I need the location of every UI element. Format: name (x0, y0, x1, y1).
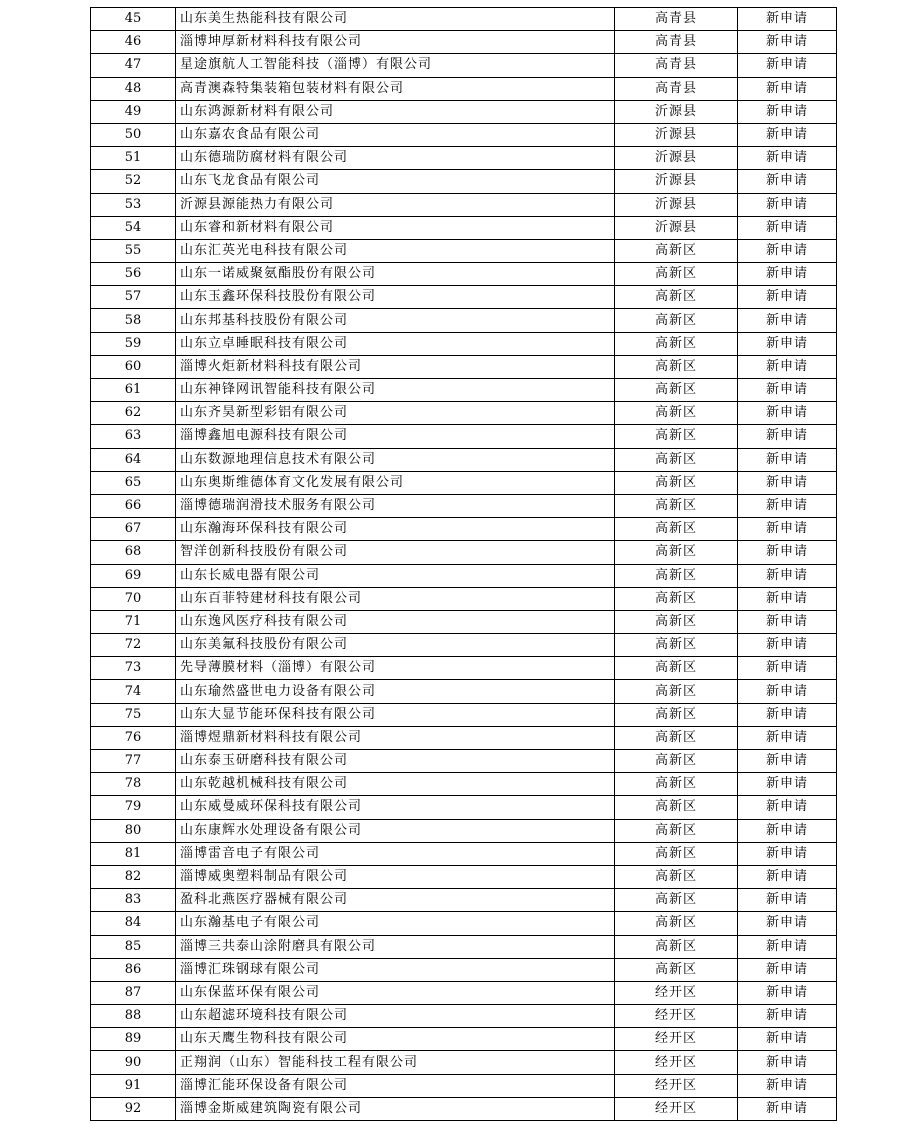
table-row (91, 170, 837, 193)
table-row (91, 865, 837, 888)
company-name-cell: 正翔润（山东）智能科技工程有限公司 (176, 1051, 615, 1074)
row-number-cell: 62 (91, 402, 176, 425)
district-cell: 高新区 (615, 773, 738, 796)
application-status-cell: 新申请 (738, 726, 837, 749)
table-row (91, 309, 837, 332)
company-name-cell: 山东飞龙食品有限公司 (176, 170, 615, 193)
application-status-cell: 新申请 (738, 587, 837, 610)
row-number-cell: 85 (91, 935, 176, 958)
company-name-cell: 淄博金斯威建筑陶瓷有限公司 (176, 1097, 615, 1120)
district-cell: 高新区 (615, 494, 738, 517)
application-status-cell: 新申请 (738, 773, 837, 796)
district-cell: 高新区 (615, 958, 738, 981)
application-status-cell: 新申请 (738, 54, 837, 77)
row-number-cell: 91 (91, 1074, 176, 1097)
table-row (91, 100, 837, 123)
table-row (91, 286, 837, 309)
application-status-cell: 新申请 (738, 494, 837, 517)
district-cell: 高新区 (615, 402, 738, 425)
company-name-cell: 山东嘉农食品有限公司 (176, 123, 615, 146)
row-number-cell: 63 (91, 425, 176, 448)
district-cell: 高青县 (615, 54, 738, 77)
company-name-cell: 山东瑜然盛世电力设备有限公司 (176, 680, 615, 703)
table-row (91, 703, 837, 726)
row-number-cell: 89 (91, 1028, 176, 1051)
row-number-cell: 74 (91, 680, 176, 703)
district-cell: 高新区 (615, 912, 738, 935)
district-cell: 高新区 (615, 263, 738, 286)
row-number-cell: 88 (91, 1005, 176, 1028)
table-row (91, 147, 837, 170)
district-cell: 高青县 (615, 8, 738, 31)
row-number-cell: 59 (91, 332, 176, 355)
row-number-cell: 82 (91, 865, 176, 888)
table-row (91, 1074, 837, 1097)
company-name-cell: 淄博雷音电子有限公司 (176, 842, 615, 865)
application-status-cell: 新申请 (738, 564, 837, 587)
district-cell: 高新区 (615, 587, 738, 610)
row-number-cell: 90 (91, 1051, 176, 1074)
company-name-cell: 山东大显节能环保科技有限公司 (176, 703, 615, 726)
row-number-cell: 71 (91, 610, 176, 633)
application-status-cell: 新申请 (738, 750, 837, 773)
row-number-cell: 69 (91, 564, 176, 587)
application-status-cell: 新申请 (738, 286, 837, 309)
company-name-cell: 山东邦基科技股份有限公司 (176, 309, 615, 332)
company-name-cell: 山东威曼威环保科技有限公司 (176, 796, 615, 819)
district-cell: 沂源县 (615, 123, 738, 146)
table-row (91, 448, 837, 471)
company-name-cell: 淄博威奥塑料制品有限公司 (176, 865, 615, 888)
company-name-cell: 山东齐昊新型彩铝有限公司 (176, 402, 615, 425)
application-status-cell: 新申请 (738, 100, 837, 123)
application-status-cell: 新申请 (738, 912, 837, 935)
district-cell: 高新区 (615, 379, 738, 402)
row-number-cell: 58 (91, 309, 176, 332)
table-row (91, 471, 837, 494)
district-cell: 高新区 (615, 564, 738, 587)
application-status-cell: 新申请 (738, 355, 837, 378)
application-status-cell: 新申请 (738, 193, 837, 216)
district-cell: 高新区 (615, 448, 738, 471)
row-number-cell: 47 (91, 54, 176, 77)
table-row (91, 31, 837, 54)
row-number-cell: 76 (91, 726, 176, 749)
district-cell: 高新区 (615, 819, 738, 842)
row-number-cell: 86 (91, 958, 176, 981)
company-name-cell: 先导薄膜材料（淄博）有限公司 (176, 657, 615, 680)
table-row (91, 77, 837, 100)
row-number-cell: 77 (91, 750, 176, 773)
company-name-cell: 山东康辉水处理设备有限公司 (176, 819, 615, 842)
company-name-cell: 山东数源地理信息技术有限公司 (176, 448, 615, 471)
application-status-cell: 新申请 (738, 819, 837, 842)
application-status-cell: 新申请 (738, 842, 837, 865)
district-cell: 高新区 (615, 332, 738, 355)
application-status-cell: 新申请 (738, 77, 837, 100)
row-number-cell: 81 (91, 842, 176, 865)
table-row (91, 1028, 837, 1051)
table-row (91, 958, 837, 981)
company-name-cell: 山东美生热能科技有限公司 (176, 8, 615, 31)
company-name-cell: 高青澳森特集装箱包装材料有限公司 (176, 77, 615, 100)
application-status-cell: 新申请 (738, 8, 837, 31)
enterprise-list-table-container (90, 7, 828, 1121)
table-row (91, 773, 837, 796)
application-status-cell: 新申请 (738, 1005, 837, 1028)
table-row (91, 216, 837, 239)
row-number-cell: 70 (91, 587, 176, 610)
company-name-cell: 山东一诺威聚氨酯股份有限公司 (176, 263, 615, 286)
company-name-cell: 山东美氟科技股份有限公司 (176, 634, 615, 657)
company-name-cell: 山东立卓睡眠科技有限公司 (176, 332, 615, 355)
table-row (91, 564, 837, 587)
company-name-cell: 山东瀚基电子有限公司 (176, 912, 615, 935)
district-cell: 沂源县 (615, 170, 738, 193)
district-cell: 高新区 (615, 541, 738, 564)
application-status-cell: 新申请 (738, 123, 837, 146)
table-row (91, 518, 837, 541)
company-name-cell: 淄博汇珠钢球有限公司 (176, 958, 615, 981)
row-number-cell: 55 (91, 239, 176, 262)
row-number-cell: 56 (91, 263, 176, 286)
district-cell: 高新区 (615, 286, 738, 309)
application-status-cell: 新申请 (738, 958, 837, 981)
district-cell: 高新区 (615, 726, 738, 749)
table-row (91, 54, 837, 77)
application-status-cell: 新申请 (738, 981, 837, 1004)
table-row (91, 193, 837, 216)
table-row (91, 239, 837, 262)
table-body (91, 8, 837, 1121)
district-cell: 高新区 (615, 239, 738, 262)
row-number-cell: 65 (91, 471, 176, 494)
table-row (91, 332, 837, 355)
district-cell: 沂源县 (615, 193, 738, 216)
table-row (91, 1005, 837, 1028)
application-status-cell: 新申请 (738, 425, 837, 448)
company-name-cell: 沂源县源能热力有限公司 (176, 193, 615, 216)
district-cell: 经开区 (615, 981, 738, 1004)
row-number-cell: 87 (91, 981, 176, 1004)
application-status-cell: 新申请 (738, 239, 837, 262)
company-name-cell: 淄博坤厚新材料科技有限公司 (176, 31, 615, 54)
company-name-cell: 山东超滤环境科技有限公司 (176, 1005, 615, 1028)
row-number-cell: 60 (91, 355, 176, 378)
application-status-cell: 新申请 (738, 448, 837, 471)
company-name-cell: 山东逸风医疗科技有限公司 (176, 610, 615, 633)
table-row (91, 819, 837, 842)
row-number-cell: 45 (91, 8, 176, 31)
district-cell: 高新区 (615, 425, 738, 448)
company-name-cell: 山东汇英光电科技有限公司 (176, 239, 615, 262)
row-number-cell: 52 (91, 170, 176, 193)
company-name-cell: 山东乾越机械科技有限公司 (176, 773, 615, 796)
application-status-cell: 新申请 (738, 703, 837, 726)
row-number-cell: 66 (91, 494, 176, 517)
district-cell: 沂源县 (615, 100, 738, 123)
row-number-cell: 51 (91, 147, 176, 170)
row-number-cell: 67 (91, 518, 176, 541)
district-cell: 高青县 (615, 77, 738, 100)
district-cell: 高新区 (615, 518, 738, 541)
district-cell: 经开区 (615, 1051, 738, 1074)
application-status-cell: 新申请 (738, 1051, 837, 1074)
application-status-cell: 新申请 (738, 147, 837, 170)
application-status-cell: 新申请 (738, 379, 837, 402)
application-status-cell: 新申请 (738, 610, 837, 633)
table-row (91, 796, 837, 819)
table-row (91, 680, 837, 703)
table-row (91, 981, 837, 1004)
district-cell: 高新区 (615, 657, 738, 680)
district-cell: 经开区 (615, 1028, 738, 1051)
application-status-cell: 新申请 (738, 865, 837, 888)
company-name-cell: 山东泰玉研磨科技有限公司 (176, 750, 615, 773)
table-row (91, 634, 837, 657)
company-name-cell: 淄博汇能环保设备有限公司 (176, 1074, 615, 1097)
district-cell: 高新区 (615, 935, 738, 958)
district-cell: 高新区 (615, 703, 738, 726)
company-name-cell: 山东睿和新材料有限公司 (176, 216, 615, 239)
district-cell: 高新区 (615, 610, 738, 633)
application-status-cell: 新申请 (738, 680, 837, 703)
row-number-cell: 50 (91, 123, 176, 146)
table-row (91, 587, 837, 610)
district-cell: 沂源县 (615, 147, 738, 170)
application-status-cell: 新申请 (738, 216, 837, 239)
application-status-cell: 新申请 (738, 263, 837, 286)
row-number-cell: 46 (91, 31, 176, 54)
district-cell: 高新区 (615, 471, 738, 494)
application-status-cell: 新申请 (738, 471, 837, 494)
table-row (91, 425, 837, 448)
district-cell: 经开区 (615, 1005, 738, 1028)
table-row (91, 402, 837, 425)
application-status-cell: 新申请 (738, 1028, 837, 1051)
company-name-cell: 淄博鑫旭电源科技有限公司 (176, 425, 615, 448)
table-row (91, 889, 837, 912)
row-number-cell: 83 (91, 889, 176, 912)
table-row (91, 379, 837, 402)
district-cell: 高新区 (615, 865, 738, 888)
application-status-cell: 新申请 (738, 889, 837, 912)
company-name-cell: 淄博煜鼎新材料科技有限公司 (176, 726, 615, 749)
company-name-cell: 山东鸿源新材料有限公司 (176, 100, 615, 123)
application-status-cell: 新申请 (738, 796, 837, 819)
district-cell: 高新区 (615, 842, 738, 865)
district-cell: 高新区 (615, 889, 738, 912)
enterprise-list-table (90, 7, 837, 1121)
row-number-cell: 54 (91, 216, 176, 239)
table-row (91, 123, 837, 146)
table-row (91, 1097, 837, 1120)
row-number-cell: 53 (91, 193, 176, 216)
district-cell: 高新区 (615, 355, 738, 378)
application-status-cell: 新申请 (738, 518, 837, 541)
company-name-cell: 山东长威电器有限公司 (176, 564, 615, 587)
company-name-cell: 山东神锋网讯智能科技有限公司 (176, 379, 615, 402)
table-row (91, 355, 837, 378)
row-number-cell: 68 (91, 541, 176, 564)
application-status-cell: 新申请 (738, 1097, 837, 1120)
application-status-cell: 新申请 (738, 634, 837, 657)
row-number-cell: 64 (91, 448, 176, 471)
row-number-cell: 84 (91, 912, 176, 935)
table-row (91, 494, 837, 517)
company-name-cell: 智洋创新科技股份有限公司 (176, 541, 615, 564)
row-number-cell: 75 (91, 703, 176, 726)
district-cell: 经开区 (615, 1074, 738, 1097)
company-name-cell: 山东德瑞防腐材料有限公司 (176, 147, 615, 170)
table-row (91, 657, 837, 680)
row-number-cell: 57 (91, 286, 176, 309)
application-status-cell: 新申请 (738, 935, 837, 958)
table-row (91, 541, 837, 564)
company-name-cell: 盈科北燕医疗器械有限公司 (176, 889, 615, 912)
row-number-cell: 61 (91, 379, 176, 402)
district-cell: 高新区 (615, 796, 738, 819)
district-cell: 高新区 (615, 309, 738, 332)
company-name-cell: 山东保蓝环保有限公司 (176, 981, 615, 1004)
table-row (91, 750, 837, 773)
application-status-cell: 新申请 (738, 657, 837, 680)
table-row (91, 935, 837, 958)
table-row (91, 726, 837, 749)
table-row (91, 610, 837, 633)
row-number-cell: 78 (91, 773, 176, 796)
application-status-cell: 新申请 (738, 31, 837, 54)
company-name-cell: 山东奥斯维德体育文化发展有限公司 (176, 471, 615, 494)
company-name-cell: 星途旗航人工智能科技（淄博）有限公司 (176, 54, 615, 77)
district-cell: 高新区 (615, 680, 738, 703)
table-row (91, 1051, 837, 1074)
company-name-cell: 淄博火炬新材料科技有限公司 (176, 355, 615, 378)
application-status-cell: 新申请 (738, 402, 837, 425)
company-name-cell: 山东百菲特建材科技有限公司 (176, 587, 615, 610)
company-name-cell: 淄博德瑞润滑技术服务有限公司 (176, 494, 615, 517)
company-name-cell: 山东瀚海环保科技有限公司 (176, 518, 615, 541)
table-row (91, 263, 837, 286)
district-cell: 高新区 (615, 750, 738, 773)
company-name-cell: 山东天鹰生物科技有限公司 (176, 1028, 615, 1051)
table-row (91, 8, 837, 31)
row-number-cell: 80 (91, 819, 176, 842)
application-status-cell: 新申请 (738, 541, 837, 564)
district-cell: 高新区 (615, 634, 738, 657)
district-cell: 经开区 (615, 1097, 738, 1120)
row-number-cell: 72 (91, 634, 176, 657)
district-cell: 高青县 (615, 31, 738, 54)
company-name-cell: 淄博三共泰山涂附磨具有限公司 (176, 935, 615, 958)
row-number-cell: 79 (91, 796, 176, 819)
table-row (91, 912, 837, 935)
row-number-cell: 49 (91, 100, 176, 123)
application-status-cell: 新申请 (738, 170, 837, 193)
company-name-cell: 山东玉鑫环保科技股份有限公司 (176, 286, 615, 309)
application-status-cell: 新申请 (738, 332, 837, 355)
row-number-cell: 92 (91, 1097, 176, 1120)
table-row (91, 842, 837, 865)
application-status-cell: 新申请 (738, 309, 837, 332)
district-cell: 沂源县 (615, 216, 738, 239)
row-number-cell: 73 (91, 657, 176, 680)
row-number-cell: 48 (91, 77, 176, 100)
application-status-cell: 新申请 (738, 1074, 837, 1097)
